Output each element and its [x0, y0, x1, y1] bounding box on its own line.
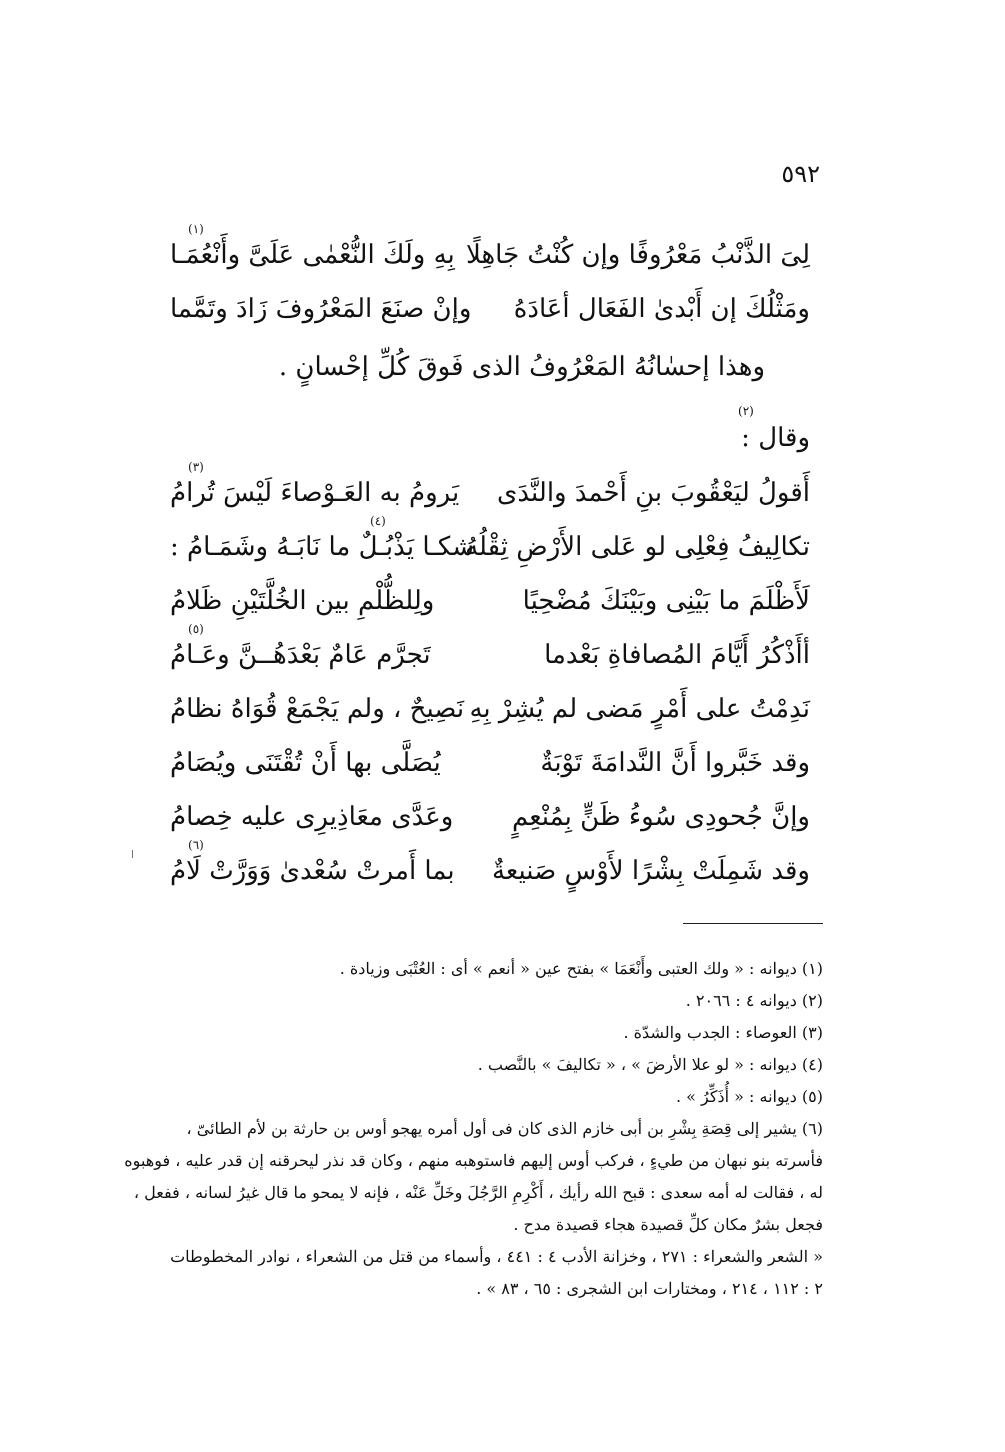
prose-line: وهذا إحسٰانُهُ المَعْرُوفُ الذى فَوقَ كُلِّ إحْسانٍ . [278, 352, 765, 382]
poem-block-1 [170, 222, 810, 336]
hemistich-second: وعَدَّى معَاذِيرِى عليه خِصامُ [170, 802, 454, 832]
hemistich-first: لَأَظْلَمَ ما بَيْنِى وبَيْنَكَ مُضْحِيًا [522, 586, 810, 616]
footnote-marker: (٦) [188, 838, 204, 852]
footnote-marker: (٥) [188, 622, 204, 636]
footnote-marker: (١) [188, 222, 204, 236]
hemistich-second [170, 838, 475, 886]
hemistich-first: وإنَّ جُحودِى سُوءُ ظَنٍّ بِمُنْعِمٍ [511, 802, 810, 832]
footnote-6-line: ٢ : ١١٢ ، ٢١٤ ، ومختارات ابن الشجرى : ٦٥ ، ٨٣ » . [476, 1279, 823, 1298]
verse [170, 282, 810, 336]
hemistich-first: وقد شَمِلَتْ بِشْرًا لأَوْسٍ صَنيعةٌ [491, 856, 810, 886]
hemistich-text: بِهِ ولَكَ النُّعْمٰى عَلَىَّ وأَنْعُمَـا [170, 240, 455, 270]
margin-mark [132, 850, 133, 858]
footnotes [123, 953, 823, 1145]
hemistich-first: أأَذْكُرُ أَيَّامَ المُصافاةِ بَعْدما [544, 640, 810, 670]
hemistich-second: يُصَلَّى بها أَنْ تُقْتَنَى ويُصَامُ [170, 748, 441, 778]
verse [170, 682, 810, 736]
hemistich-second [170, 622, 475, 670]
hemistich-first: ومَثْلُكَ إن أَبْدىٰ الفَعَال أعَادَهُ [513, 294, 810, 324]
verse [170, 460, 810, 520]
hemistich-second [170, 514, 475, 562]
verse [170, 736, 810, 790]
hemistich-text: تَجرَّم عَامٌ بَعْدَهُــنَّ وعَـامُ [170, 640, 431, 670]
footnote-6-line: فجعل بشرٌ مكان كلِّ قصيدة هجاء قصيدة مدح . [513, 1215, 823, 1234]
footnote-6: (٦) يشير إلى قِصَةِ بِشْرِ بن أبى خازم الذى كان فى أول أمره يهجو أوس بن حارثة بن لأم الطائىّ ، [186, 1119, 823, 1138]
footnote-marker: (٢) [738, 404, 754, 418]
verse [170, 514, 810, 574]
hemistich-second: وإنْ صنَعَ المَعْرُوفَ زَادَ وتَمَّما [170, 294, 472, 324]
hemistich-second [170, 460, 475, 508]
verse [170, 838, 810, 898]
footnote-2: (٢) ديوانه ٤ : ٢٠٦٦ . [685, 991, 823, 1010]
footnote-3: (٣) العوصاء : الجدب والشدّة . [623, 1023, 823, 1042]
footnote-4: (٤) ديوانه : « لو علا الأرضَ » ، « تكاليفَ » بالنَّصب . [477, 1055, 823, 1074]
intro-text: وقال : [741, 423, 810, 453]
hemistich-text: شكـا يَذْبُـلٌ ما نَابَـهُ وشَمَـامُ : [170, 532, 475, 562]
hemistich-second: نَصِيحٌ ، ولم يَجْمَعْ قُوَاهُ نظامُ [170, 694, 465, 724]
verse [170, 622, 810, 682]
verse [170, 790, 810, 844]
hemistich-text: يَرومُ به العَـوْصاءَ لَيْسَ تُرامُ [170, 478, 460, 508]
footnote-6-line: له ، فقالت له أمه سعدى : قبح الله رأيك ، أَكْرِمِ الرَّجُلَ وخَلِّ عَنْه ، فإنه لا يمحو ما قال غيرُ لسانه ، ففعل ، [133, 1183, 823, 1202]
intro-heading [741, 423, 810, 453]
hemistich-first: نَدِمْتُ على أَمْرٍ مَضى لم يُشِرْ بِهِ [469, 694, 810, 724]
footnote-marker: (٣) [188, 460, 204, 474]
hemistich-text: بما أَمرتْ سُعْدىٰ وَوَرَّتْ لَامُ [170, 856, 455, 886]
footnote-6-line: فأسرته بنو نبهان من طيءٍ ، فركب أوس إليهم فاستوهبه منهم ، وكان قد نذر ليحرقنه إن قدر عليه ، فوهبوه [124, 1151, 823, 1170]
footnote-separator [683, 923, 823, 924]
verse [170, 574, 810, 628]
hemistich-first: أَقولُ ليَعْقُوبَ بنِ أَحْمدَ والنَّدَى [497, 478, 810, 508]
hemistich-second [170, 222, 475, 270]
poem-block-2 [170, 460, 810, 898]
verse [170, 222, 810, 282]
footnote-1: (١) ديوانه : « ولك العتبى وأَنْعَمَا » بفتح عين « أنعم » أى : العُتْبَى وزيادة . [339, 959, 823, 978]
footnote-marker: (٤) [370, 514, 386, 528]
page-number: ٥٩٢ [781, 160, 820, 188]
hemistich-second: ولِلظُّلْمِ بين الخُلَّتَيْنِ ظَلامُ [170, 586, 435, 616]
footnote-6-line: « الشعر والشعراء : ٢٧١ ، وخزانة الأدب ٤ : ٤٤١ ، وأسماء من قتل من الشعراء ، نوادر المخطوطات [170, 1247, 823, 1266]
hemistich-first: لِىَ الذَّنْبُ مَعْرُوفًا وإن كُنْتُ جَاهِلًا [465, 240, 810, 270]
hemistich-first: تكالِيفُ فِعْلِى لو عَلى الأَرْضِ ثِقْلُهُ [465, 532, 810, 562]
footnote-5: (٥) ديوانه : « أُذَكِّرُ » . [676, 1087, 823, 1106]
hemistich-first: وقد خَبَّروا أَنَّ النَّدامَةَ تَوْبَةٌ [540, 748, 810, 778]
footnote-6-continuation [103, 1145, 823, 1305]
